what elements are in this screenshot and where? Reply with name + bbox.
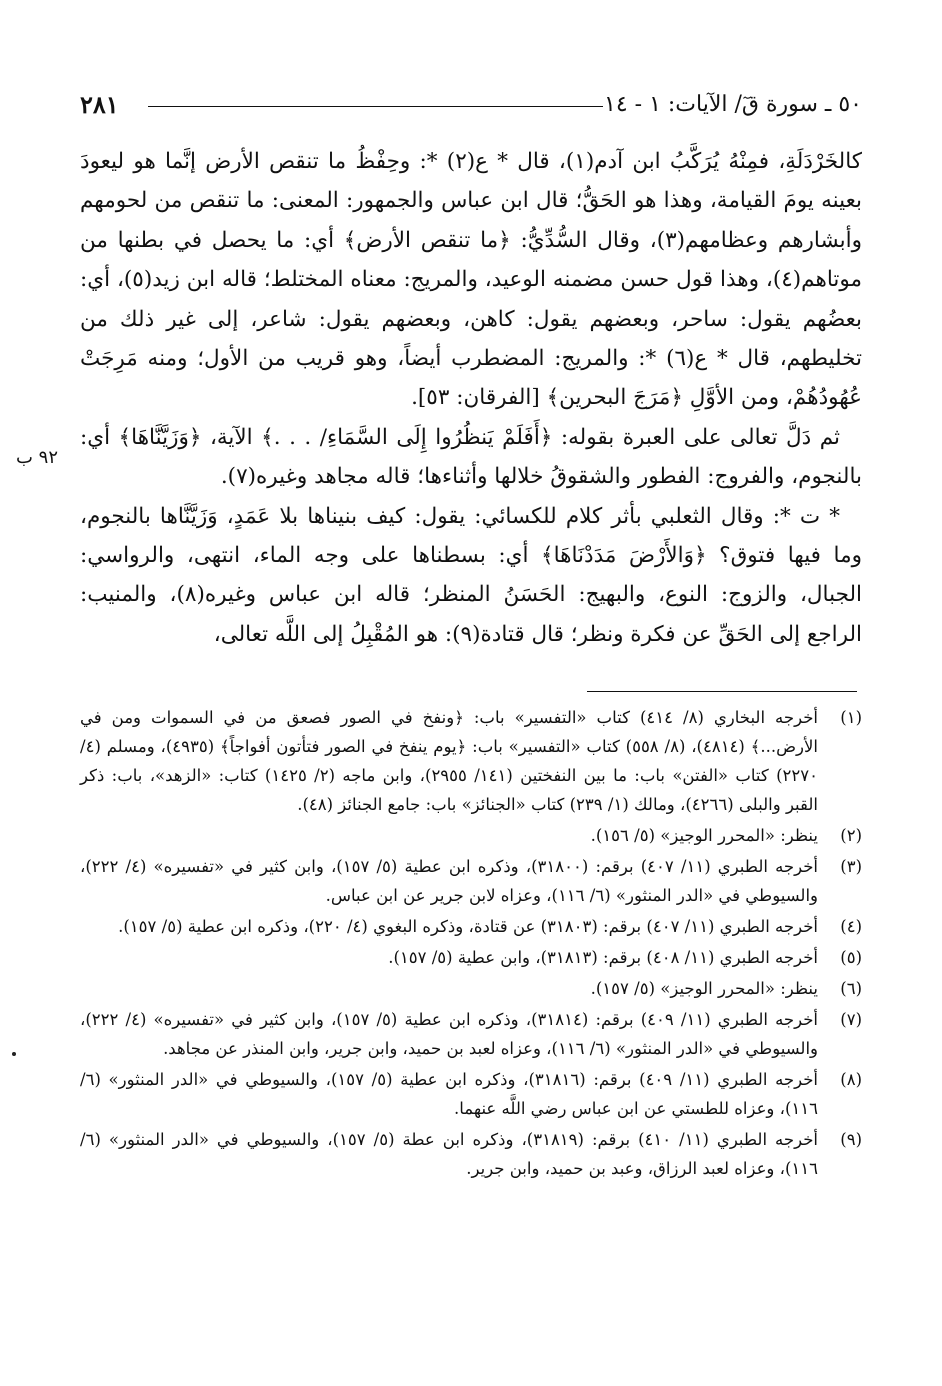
footnote-text: أخرجه البخاري (٨/ ٤١٤) كتاب «التفسير» باب: ﴿ونفخ في الصور فصعق من في السموات ومن في الأرض...﴾ (٤٨١٤)، (٨/ ٥٥٨) كتاب «التفسير» باب: ﴿يوم ينفخ في الصور فتأتون أفواجاً﴾ (٤٩٣٥)، ومسلم (٤/ ٢٢٧٠) كتاب «الفتن» باب: ما بين النفختين (١٤١/ ٢٩٥٥)، وابن ماجه (٢/ ١٤٢٥) كتاب: «الزهد»، باب: ذكر القبر والبلى (٤٢٦٦)، ومالك (١/ ٢٣٩) كتاب «الجنائز» باب: جامع الجنائز (٤٨). bbox=[80, 708, 818, 814]
header-rule bbox=[148, 106, 603, 107]
footnote-number: (١) bbox=[840, 708, 862, 727]
footnote-item bbox=[80, 852, 862, 910]
footnote-number: (٢) bbox=[840, 826, 862, 845]
footnotes bbox=[80, 703, 862, 1185]
footnote-number: (٩) bbox=[840, 1130, 862, 1149]
running-head-title: ٥٠ ـ سورة قٓ/ الآيات: ١ - ١٤ bbox=[604, 92, 862, 117]
footnote-text: أخرجه الطبري (١١/ ٤٠٩) برقم: (٣١٨١٤)، وذكره ابن عطية (٥/ ١٥٧)، وابن كثير في «تفسيره» (٤/ ٢٢٢)، والسيوطي في «الدر المنثور» (٦/ ١١٦)، وعزاه لعبد بن حميد، وابن جرير، وابن المنذر عن مجاهد. bbox=[80, 1010, 819, 1058]
main-text-body bbox=[80, 142, 862, 654]
footnote-item bbox=[80, 943, 862, 972]
footnote-item bbox=[80, 912, 862, 941]
footnote-number: (٣) bbox=[840, 857, 862, 876]
footnote-item bbox=[80, 1005, 862, 1063]
scan-speck bbox=[12, 1052, 16, 1056]
footnote-number: (٦) bbox=[840, 979, 862, 998]
footnote-item bbox=[80, 821, 862, 850]
main-paragraph: كالخَرْدَلَةِ، فمِنْهُ يُرَكَّبُ ابن آدم(١)، قال * ع(٢) *: وحِفْظُ ما تنقص الأرض إنَّما هو ليعودَ بعينه يومَ القيامة، وهذا هو الحَقُّ؛ قال ابن عباس والجمهور: المعنى: ما تنقص من لحومهم وأبشارهم وعظامهم(٣)، وقال السُّدِّيُّ: ﴿ما تنقص الأرض﴾ أي: ما يحصل في بطنها من موتاهم(٤)، وهذا قول حسن مضمنه الوعيد، والمريج: معناه المختلط؛ قاله ابن زيد(٥)، أي: بعضُهم يقول: ساحر، وبعضهم يقول: كاهن، وبعضهم يقول: شاعر، إلى غير ذلك من تخليطهم، قال * ع(٦) *: والمريج: المضطرب أيضاً، وهو قريب من الأول؛ ومنه مَرِجَتْ عُهُودُهُمْ، ومن الأوَّلِ ﴿مَرَجَ البحرين﴾ [الفرقان: ٥٣]. bbox=[80, 149, 862, 411]
footnote-number: (٥) bbox=[840, 948, 862, 967]
footnote-text: أخرجه الطبري (١١/ ٤٠٩) برقم: (٣١٨١٦)، وذكره ابن عطية (٥/ ١٥٧)، والسيوطي في «الدر المنثور» (٦/ ١١٦)، وعزاه للطستي عن ابن عباس رضي اللَّه عنهما. bbox=[80, 1070, 819, 1118]
footnote-item bbox=[80, 1065, 862, 1123]
footnote-number: (٤) bbox=[840, 917, 862, 936]
footnote-item bbox=[80, 974, 862, 1003]
main-paragraph: * ت *: وقال الثعلبي بأثر كلام للكسائي: يقول: كيف بنيناها بلا عَمَدٍ، وَزَيَّنَّاها بالنجوم، وما فيها فتوق؟ ﴿وَالأَرْضَ مَدَدْنَاهَا﴾ أي: بسطناها على وجه الماء، انتهى، والرواسي: الجبال، والزوج: النوع، والبهيج: الحَسَنُ المنظر؛ قاله ابن عباس وغيره(٨)، والمنيب: الراجع إلى الحَقِّ عن فكرة ونظر؛ قال قتادة(٩): هو المُقْبِلُ إلى اللَّه تعالى، bbox=[80, 503, 862, 647]
page-number: ٢٨١ bbox=[80, 90, 119, 119]
footnote-text: أخرجه الطبري (١١/ ٤٠٧) برقم: (٣١٨٠٣) عن قتادة، وذكره البغوي (٤/ ٢٢٠)، وذكره ابن عطية (٥/ ١٥٧). bbox=[118, 917, 818, 936]
page-header bbox=[80, 90, 862, 122]
main-paragraph: ثم دَلَّ تعالى على العبرة بقوله: ﴿أَفَلَمْ يَنظُرُوا إِلَى السَّمَاءِ/ . . .﴾ الآية، ﴿وَزَيَّنَّاهَا﴾ أي: بالنجوم، والفروج: الفطور والشقوقُ خلالها وأثناءها؛ قاله مجاهد وغيره(٧). bbox=[80, 424, 862, 490]
footnote-text: ينظر: «المحرر الوجيز» (٥/ ١٥٦). bbox=[590, 826, 818, 845]
footnote-text: ينظر: «المحرر الوجيز» (٥/ ١٥٧). bbox=[590, 979, 818, 998]
footnote-item bbox=[80, 703, 862, 819]
footnote-text: أخرجه الطبري (١١/ ٤١٠) برقم: (٣١٨١٩)، وذكره ابن عطة (٥/ ١٥٧)، والسيوطي في «الدر المنثور» (٦/ ١١٦)، وعزاه لعبد الرزاق، وعبد بن حميد، وابن جرير. bbox=[80, 1130, 818, 1178]
footnote-number: (٧) bbox=[840, 1010, 862, 1029]
footnote-item bbox=[80, 1125, 862, 1183]
footnote-text: أخرجه الطبري (١١/ ٤٠٨) برقم: (٣١٨١٣)، وابن عطية (٥/ ١٥٧). bbox=[388, 948, 818, 967]
footnote-number: (٨) bbox=[840, 1070, 862, 1089]
manuscript-folio-marker: ٩٢ ب bbox=[16, 447, 59, 468]
footnote-separator bbox=[587, 691, 857, 692]
footnote-text: أخرجه الطبري (١١/ ٤٠٧) برقم: (٣١٨٠٠)، وذكره ابن عطية (٥/ ١٥٧)، وابن كثير في «تفسيره» (٤/ ٢٢٢)، والسيوطي في «الدر المنثور» (٦/ ١١٦)، وعزاه لابن جرير عن ابن عباس. bbox=[80, 857, 819, 905]
